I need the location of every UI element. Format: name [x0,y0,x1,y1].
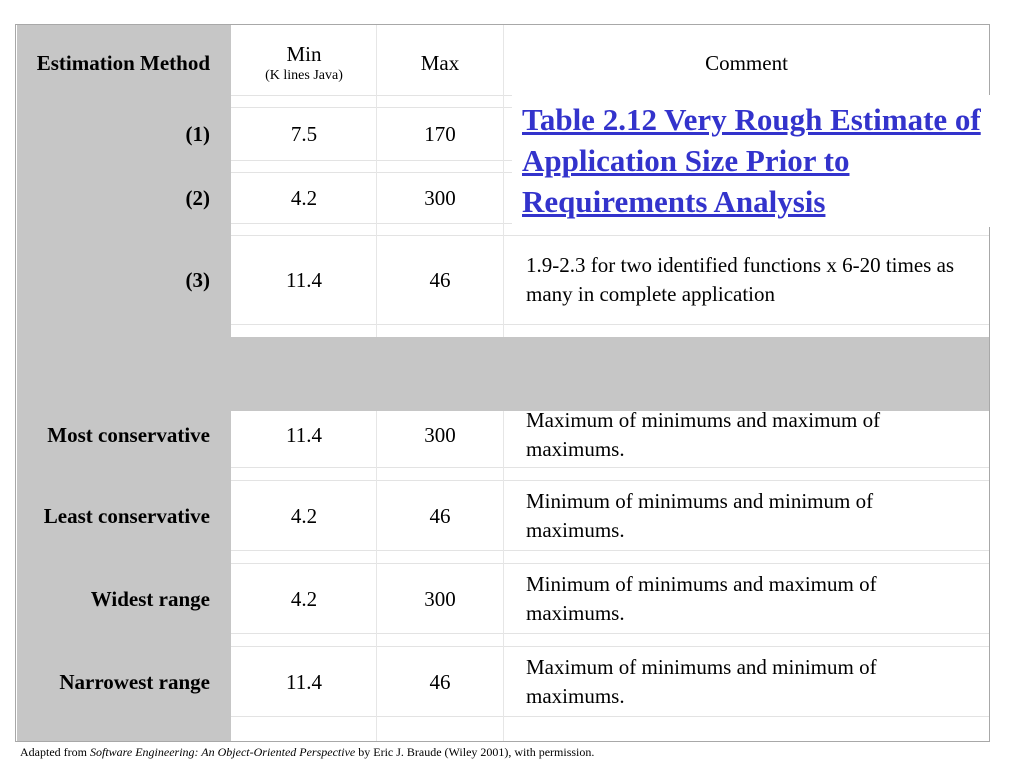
row-min: 11.4 [286,669,322,694]
row-comment: Minimum of minimums and maximum of maximums. [526,572,877,625]
header-comment: Comment [705,50,788,75]
row-method: Least conservative [43,503,210,528]
row-method: Most conservative [47,422,210,447]
row-comment: Maximum of minimums and minimum of maximums. [526,655,877,708]
row-max: 46 [429,503,451,528]
table-title-link[interactable]: Table 2.12 Very Rough Estimate of Application Size Prior to Requirements Analysis [522,102,981,219]
row-min: 4.2 [290,503,318,528]
header-max: Max [420,50,460,75]
row-min: 11.4 [286,267,322,292]
attribution [20,744,594,760]
row-method: (1) [185,121,210,146]
row-method: Narrowest range [59,669,210,694]
row-max: 46 [429,669,451,694]
row-min: 4.2 [290,185,318,210]
row-divider [231,324,989,325]
row-method: (3) [185,267,210,292]
row-method: Widest range [90,586,210,611]
header-method: Estimation Method [36,50,210,75]
row-max: 46 [429,267,451,292]
separator-band [231,337,989,411]
attribution-suffix: by Eric J. Braude (Wiley 2001), with permission. [355,745,595,759]
row-method: (2) [185,185,210,210]
row-max: 300 [424,422,456,447]
attribution-prefix: Adapted from [20,745,90,759]
header-min-label: Min [286,41,322,66]
row-comment: Maximum of minimums and maximum of maximums. [526,408,881,461]
row-max: 300 [424,185,456,210]
row-comment: Minimum of minimums and minimum of maximums. [526,489,874,542]
header-min [232,36,376,90]
row-min: 4.2 [290,586,318,611]
attribution-book: Software Engineering: An Object-Oriented Perspective [89,745,356,759]
row-comment: 1.9-2.3 for two identified functions x 6-20 times as many in complete application [526,253,955,306]
row-max: 170 [424,121,456,146]
row-max: 300 [424,586,456,611]
row-min: 7.5 [290,121,318,146]
header-min-units: (K lines Java) [265,67,343,83]
row-min: 11.4 [286,422,322,447]
